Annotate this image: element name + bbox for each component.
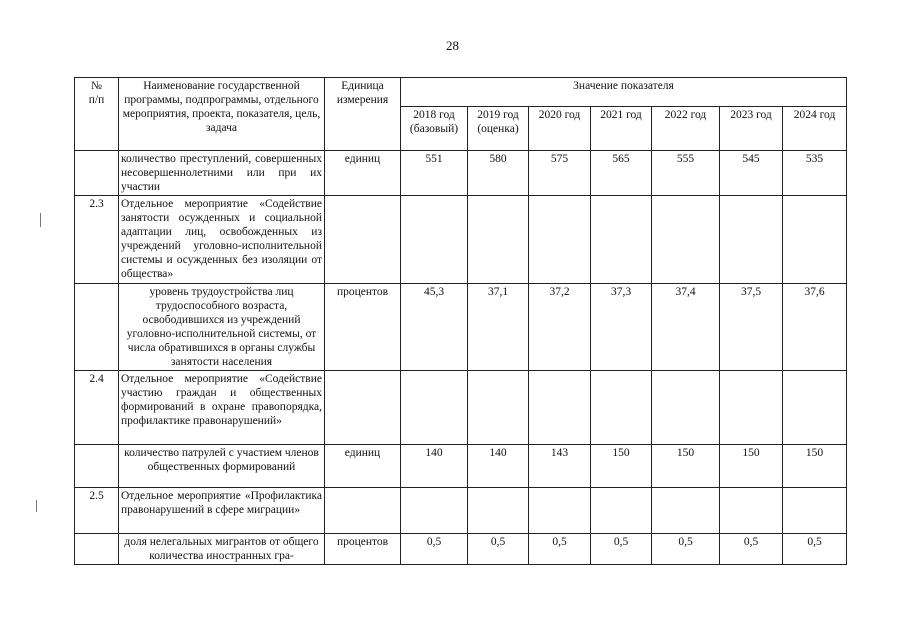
row-value: 150 xyxy=(652,445,720,488)
row-value xyxy=(401,196,468,284)
row-name: Отдельное мероприятие «Содействие участию граждан и общественных формирований в охране правопорядка, профилактике правонарушений» xyxy=(119,371,325,445)
row-value xyxy=(591,196,652,284)
header-year: 2020 год xyxy=(529,107,591,151)
row-value: 45,3 xyxy=(401,284,468,371)
table-row xyxy=(75,284,847,371)
row-value: 545 xyxy=(720,151,783,196)
row-value xyxy=(529,371,591,445)
row-value: 575 xyxy=(529,151,591,196)
row-value xyxy=(720,371,783,445)
row-value xyxy=(591,488,652,534)
row-value xyxy=(468,371,529,445)
row-value xyxy=(783,371,847,445)
header-name: Наименование государственной программы, подпрограммы, отдельного мероприятия, проекта, показателя, цель, задача xyxy=(119,78,325,151)
header-year: 2022 год xyxy=(652,107,720,151)
row-value: 580 xyxy=(468,151,529,196)
row-number: 2.5 xyxy=(75,488,119,534)
row-unit: единиц xyxy=(325,445,401,488)
table-row xyxy=(75,445,847,488)
table-row xyxy=(75,371,847,445)
header-year: 2019 год (оценка) xyxy=(468,107,529,151)
row-value: 150 xyxy=(591,445,652,488)
header-year: 2023 год xyxy=(720,107,783,151)
row-unit xyxy=(325,371,401,445)
row-value: 37,6 xyxy=(783,284,847,371)
row-value: 0,5 xyxy=(652,534,720,565)
row-number xyxy=(75,534,119,565)
row-number: 2.4 xyxy=(75,371,119,445)
row-unit: процентов xyxy=(325,534,401,565)
row-value xyxy=(468,488,529,534)
table-row xyxy=(75,151,847,196)
row-number: 2.3 xyxy=(75,196,119,284)
row-value xyxy=(529,196,591,284)
row-value: 0,5 xyxy=(783,534,847,565)
row-name: количество преступлений, совершенных несовершеннолетними или при их участии xyxy=(119,151,325,196)
row-value xyxy=(720,488,783,534)
row-name: уровень трудоустройства лиц трудоспособного возраста, освободившихся из учреждений уголовно-исполнительной системы, от числа обратившихся в органы службы занятости населения xyxy=(119,284,325,371)
row-value: 37,2 xyxy=(529,284,591,371)
page-number: 28 xyxy=(446,38,459,53)
row-number xyxy=(75,151,119,196)
header-year: 2021 год xyxy=(591,107,652,151)
row-value: 0,5 xyxy=(720,534,783,565)
row-name: Отдельное мероприятие «Содействие занятости осужденных и социальной адаптации лиц, освобожденных из учреждений уголовно-исполнительной системы и осужденных без изоляции от общества» xyxy=(119,196,325,284)
row-value xyxy=(783,488,847,534)
row-number xyxy=(75,284,119,371)
row-value: 150 xyxy=(720,445,783,488)
row-value xyxy=(529,488,591,534)
row-value xyxy=(652,488,720,534)
scan-margin-mark xyxy=(40,213,41,227)
row-name: доля нелегальных мигрантов от общего количества иностранных гра- xyxy=(119,534,325,565)
row-value xyxy=(652,371,720,445)
row-value xyxy=(401,488,468,534)
indicator-table-container xyxy=(74,77,846,565)
row-value: 551 xyxy=(401,151,468,196)
row-unit xyxy=(325,196,401,284)
row-value: 565 xyxy=(591,151,652,196)
row-value: 150 xyxy=(783,445,847,488)
row-value: 140 xyxy=(401,445,468,488)
row-value xyxy=(401,371,468,445)
row-value: 37,1 xyxy=(468,284,529,371)
table-row xyxy=(75,534,847,565)
row-value xyxy=(468,196,529,284)
row-name: Отдельное мероприятие «Профилактика правонарушений в сфере миграции» xyxy=(119,488,325,534)
row-value: 535 xyxy=(783,151,847,196)
row-value xyxy=(591,371,652,445)
table-row xyxy=(75,196,847,284)
row-value: 0,5 xyxy=(401,534,468,565)
row-value: 37,3 xyxy=(591,284,652,371)
row-value: 555 xyxy=(652,151,720,196)
header-values-group: Значение показателя xyxy=(401,78,847,107)
header-year: 2024 год xyxy=(783,107,847,151)
row-value xyxy=(783,196,847,284)
header-year: 2018 год (базовый) xyxy=(401,107,468,151)
row-value: 0,5 xyxy=(591,534,652,565)
row-value xyxy=(652,196,720,284)
row-value: 37,5 xyxy=(720,284,783,371)
row-value: 37,4 xyxy=(652,284,720,371)
row-unit: единиц xyxy=(325,151,401,196)
row-value: 140 xyxy=(468,445,529,488)
row-name: количество патрулей с участием членов общественных формирований xyxy=(119,445,325,488)
header-unit: Единица измерения xyxy=(325,78,401,151)
row-value xyxy=(720,196,783,284)
row-value: 0,5 xyxy=(529,534,591,565)
row-number xyxy=(75,445,119,488)
row-unit xyxy=(325,488,401,534)
row-value: 0,5 xyxy=(468,534,529,565)
header-row-number: № п/п xyxy=(75,78,119,151)
table-row xyxy=(75,488,847,534)
scan-margin-mark xyxy=(36,500,37,512)
indicator-table xyxy=(74,77,847,565)
row-unit: процентов xyxy=(325,284,401,371)
row-value: 143 xyxy=(529,445,591,488)
